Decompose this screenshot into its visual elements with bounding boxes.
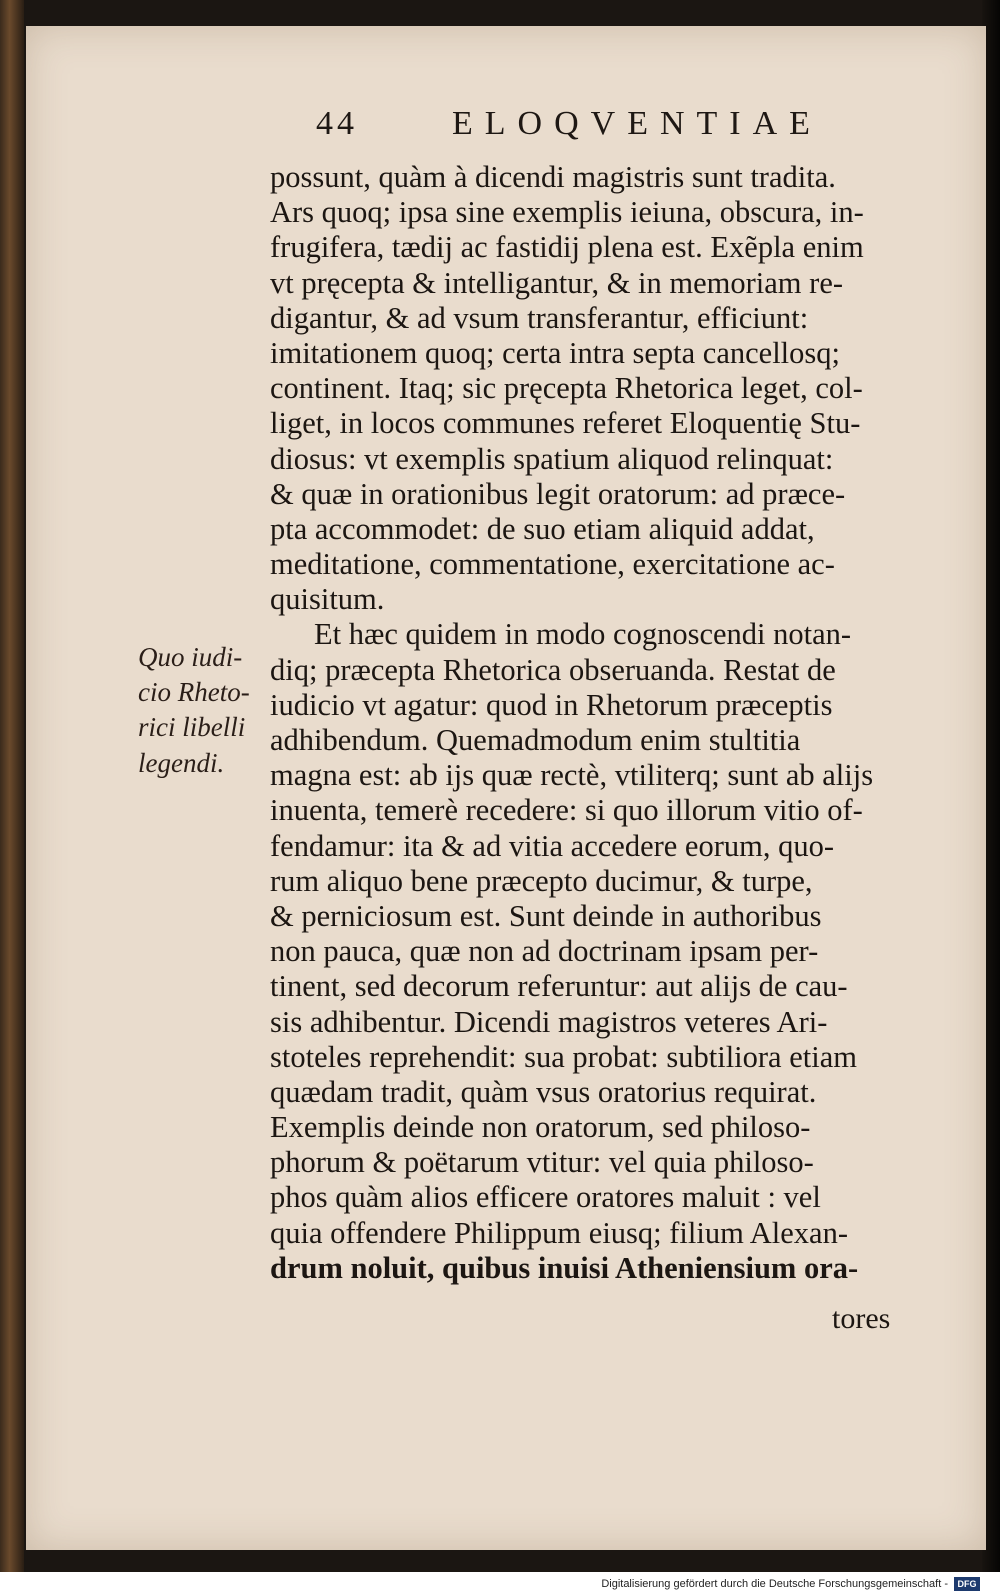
- text-line: diosus: vt exemplis spatium aliquod relinquat:: [270, 441, 834, 476]
- margin-note: [138, 640, 274, 781]
- running-title: ELOQVENTIAE: [452, 105, 822, 142]
- text-line: tinent, sed decorum referuntur: aut alijs de cau-: [270, 969, 848, 1004]
- text-line: sis adhibentur. Dicendi magistros veteres Ari-: [270, 1004, 828, 1039]
- text-line: diq; præcepta Rhetorica obseruanda. Restat de: [270, 652, 836, 687]
- margin-note-line: legendi.: [138, 747, 225, 778]
- text-line: iudicio vt agatur: quod in Rhetorum præceptis: [270, 687, 833, 722]
- text-line: phorum & poëtarum vtitur: vel quia philoso-: [270, 1145, 814, 1180]
- catchword: tores: [832, 1302, 891, 1335]
- footer-bar: [0, 1572, 1000, 1596]
- text-line: meditatione, commentatione, exercitatione ac-: [270, 547, 835, 582]
- text-line: & quæ in orationibus legit oratorum: ad præce-: [270, 476, 846, 511]
- text-line: pta accommodet: de suo etiam aliquid addat,: [270, 511, 815, 546]
- text-line: drum noluit, quibus inuisi Atheniensium ora-: [270, 1250, 859, 1285]
- dfg-logo: DFG: [954, 1577, 980, 1591]
- text-line: magna est: ab ijs quæ rectè, vtiliterq; sunt ab alijs: [270, 758, 874, 793]
- text-line: quia offendere Philippum eiusq; filium Alexan-: [270, 1215, 848, 1250]
- text-line: quædam tradit, quàm vsus oratorius requirat.: [270, 1074, 817, 1109]
- text-line: stoteles reprehendit: sua probat: subtiliora etiam: [270, 1039, 857, 1074]
- text-line: Et hæc quidem in modo cognoscendi notan-: [314, 617, 852, 652]
- margin-note-line: Quo iudi-: [138, 642, 243, 672]
- text-line: rum aliquo bene præcepto ducimur, & turpe,: [270, 863, 813, 898]
- text-line: vt pręcepta & intelligantur, & in memoriam re-: [270, 265, 844, 300]
- margin-note-line: rici libelli: [138, 712, 246, 743]
- text-line: imitationem quoq; certa intra septa cancellosq;: [270, 335, 840, 370]
- text-line: possunt, quàm à dicendi magistris sunt tradita.: [270, 160, 836, 194]
- text-line: non pauca, quæ non ad doctrinam ipsam per-: [270, 934, 819, 969]
- text-line: quisitum.: [270, 582, 385, 617]
- text-line: fendamur: ita & ad vitia accedere eorum, quo-: [270, 828, 834, 863]
- text-line: continent. Itaq; sic pręcepta Rhetorica leget, col-: [270, 371, 863, 406]
- text-line: & perniciosum est. Sunt deinde in authoribus: [270, 898, 822, 933]
- page-number: 44: [316, 105, 358, 142]
- body-text: [270, 160, 940, 1286]
- margin-note-line: cio Rheto-: [138, 677, 250, 708]
- footer-credit: Digitalisierung gefördert durch die Deutsche Forschungsgemeinschaft -: [601, 1578, 948, 1590]
- page-header: [290, 105, 822, 155]
- text-line: Ars quoq; ipsa sine exemplis ieiuna, obscura, in-: [270, 195, 864, 230]
- book-edge-left: [0, 0, 24, 1572]
- text-line: inuenta, temerè recedere: si quo illorum vitio of-: [270, 793, 863, 828]
- text-line: adhibendum. Quemadmodum enim stultitia: [270, 723, 801, 757]
- text-line: digantur, & ad vsum transferantur, efficiunt:: [270, 300, 809, 335]
- text-line: Exemplis deinde non oratorum, sed philoso-: [270, 1110, 811, 1145]
- text-line: liget, in locos communes referet Eloquentię Stu-: [270, 406, 861, 441]
- text-line: frugifera, tædij ac fastidij plena est. Exẽpla enim: [270, 230, 864, 265]
- text-line: phos quàm alios efficere oratores maluit : vel: [270, 1180, 821, 1215]
